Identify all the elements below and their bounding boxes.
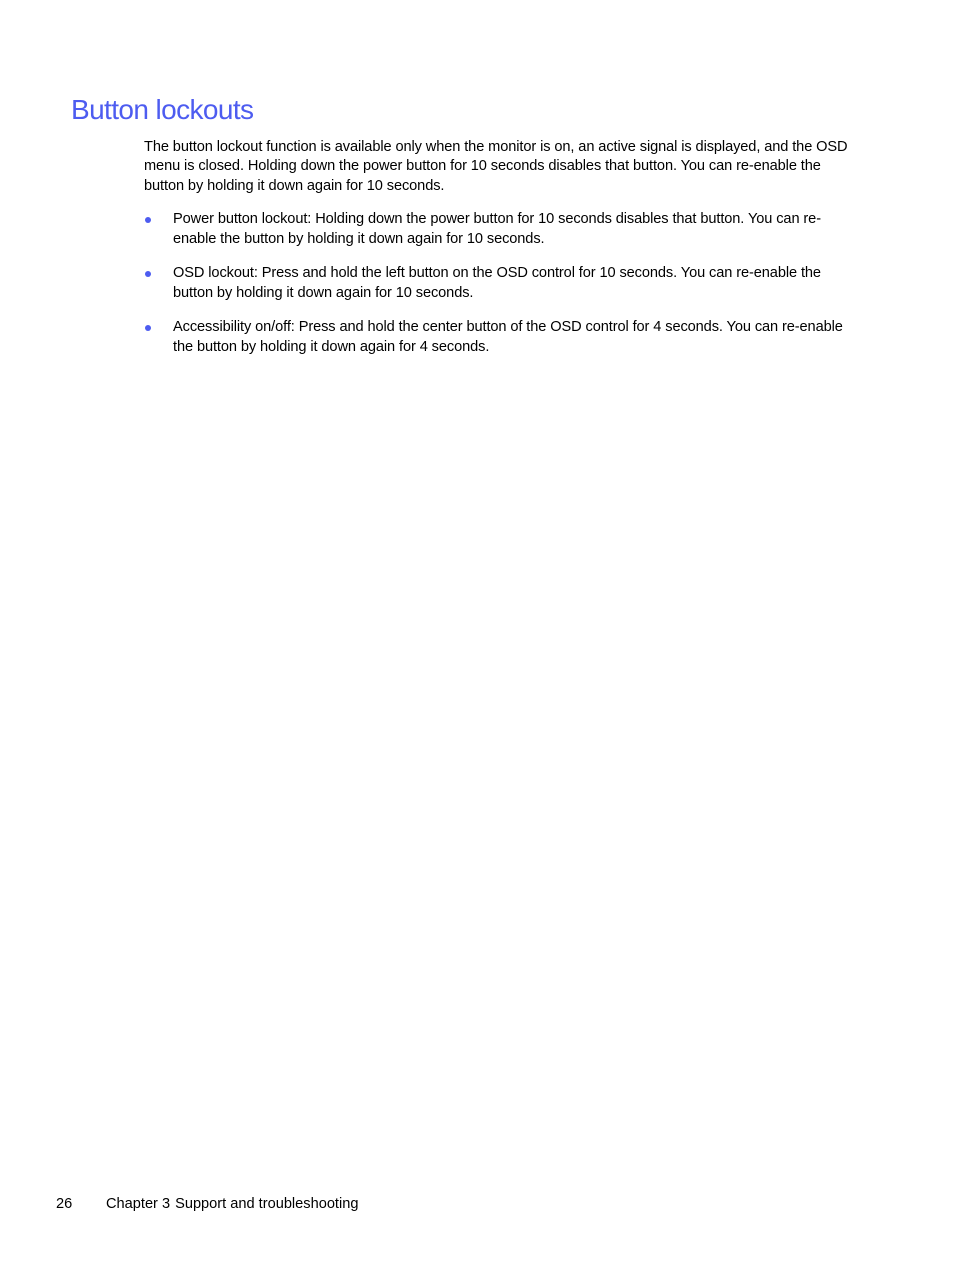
intro-paragraph: The button lockout function is available only when the monitor is on, an active signal is displayed, and the OSD menu is closed. Holding down the power button for 10 seconds disables that button. You can re-enable the button by holding it down again for 10 seconds. <box>144 139 848 194</box>
chapter-title: Support and troubleshooting <box>175 1196 359 1212</box>
bullet-icon <box>145 325 151 331</box>
list-item <box>144 318 856 358</box>
list-item-text: Accessibility on/off: Press and hold the center button of the OSD control for 4 seconds. You can re-enable the button by holding it down again for 4 seconds. <box>173 318 843 355</box>
list-item-text: Power button lockout: Holding down the power button for 10 seconds disables that button. You can re-enable the button by holding it down again for 10 seconds. <box>173 211 821 247</box>
bullet-list <box>144 210 856 372</box>
page-number: 26 <box>56 1196 73 1212</box>
bullet-icon <box>145 217 151 223</box>
footer-chapter <box>106 1195 358 1214</box>
bullet-icon <box>145 271 151 277</box>
list-item <box>144 264 856 304</box>
page-title: Button lockouts <box>71 94 254 125</box>
chapter-label: Chapter 3 <box>106 1196 171 1212</box>
list-item-text: OSD lockout: Press and hold the left button on the OSD control for 10 seconds. You can re-enable the button by holding it down again for 10 seconds. <box>173 264 821 301</box>
list-item <box>144 210 856 250</box>
